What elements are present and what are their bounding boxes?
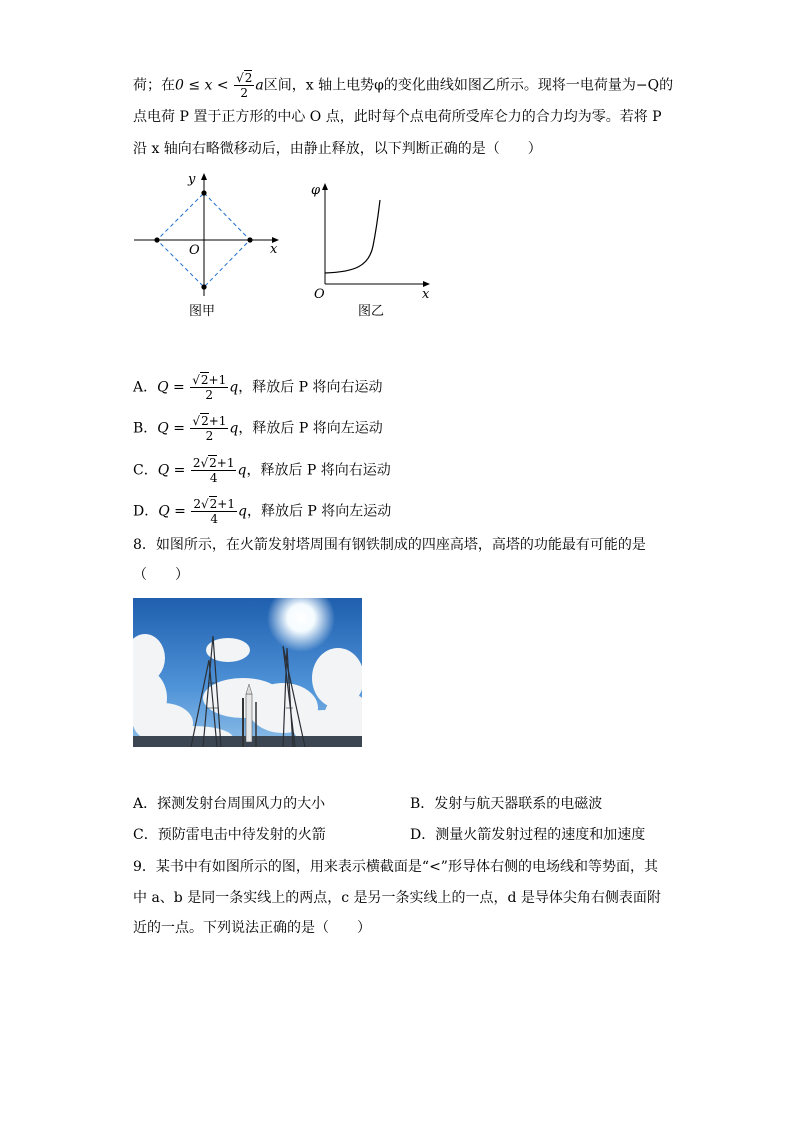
q7-option-d: D．Q = $\frac{2√2+1}{4}$ q，释放后 P 将向左运动 <box>133 497 392 526</box>
q8-option-a: A．探测发射台周围风力的大小 <box>133 796 326 812</box>
origin-label: O <box>189 243 200 258</box>
q9-line-3: 近的一点。下列说法正确的是（ ） <box>133 920 371 936</box>
q7-option-b: B．Q = $\frac{√2+1}{2}$ q，释放后 P 将向左运动 <box>133 414 383 443</box>
fraction-sqrt2-over-2: $\frac{√2}{2}$ <box>236 71 253 100</box>
figure-yi-potential-curve <box>305 178 440 323</box>
q7-line-3: 沿 x 轴向右略微移动后，由静止释放，以下判断正确的是（ ） <box>133 141 542 157</box>
charge-left <box>154 237 159 242</box>
q9-line-2: 中 a、b 是同一条实线上的两点，c 是另一条实线上的一点，d 是导体尖角右侧表面附 <box>133 890 661 906</box>
q8-line-1: 8．如图所示，在火箭发射塔周围有钢铁制成的四座高塔，高塔的功能最有可能的是 <box>133 537 646 553</box>
q7-line-2: 点电荷 P 置于正方形的中心 O 点，此时每个点电荷所受库仑力的合力均为零。若将 P <box>133 109 662 125</box>
q7-option-c: C．Q = $\frac{2√2+1}{4}$ q，释放后 P 将向右运动 <box>133 456 391 485</box>
x-label: x <box>422 287 430 302</box>
caption-jia: 图甲 <box>189 304 216 319</box>
x-label: x <box>270 242 278 257</box>
q9-line-1: 9．某书中有如图所示的图，用来表示横截面是“<”形导体右侧的电场线和等势面，其 <box>133 859 658 875</box>
origin-label: O <box>314 287 325 302</box>
charge-right <box>247 237 252 242</box>
q8-line-2: （ ） <box>133 567 189 583</box>
rocket-launch-photo <box>133 598 362 747</box>
phi-label: φ <box>311 183 321 198</box>
charge-top <box>201 190 206 195</box>
charge-bottom <box>201 284 206 289</box>
potential-curve <box>325 200 380 273</box>
q7-option-a: A．Q = $\frac{√2+1}{2}$ q，释放后 P 将向右运动 <box>133 373 383 402</box>
caption-yi: 图乙 <box>358 304 385 319</box>
y-label: y <box>188 172 196 187</box>
q8-option-b: B．发射与航天器联系的电磁波 <box>410 796 603 812</box>
q8-option-d: D．测量火箭发射过程的速度和加速度 <box>410 827 646 843</box>
q8-option-c: C．预防雷电击中待发射的火箭 <box>133 827 326 843</box>
q7-line-1: 荷；在0 ≤ x < $\frac{√2}{2}$ a区间，x 轴上电势φ的变化曲线如图乙所示。现将一电荷量为−Q的 <box>133 71 674 100</box>
y-axis-arrow <box>201 173 207 180</box>
figure-jia-square-charges <box>130 168 290 323</box>
phi-axis-arrow <box>322 183 328 190</box>
